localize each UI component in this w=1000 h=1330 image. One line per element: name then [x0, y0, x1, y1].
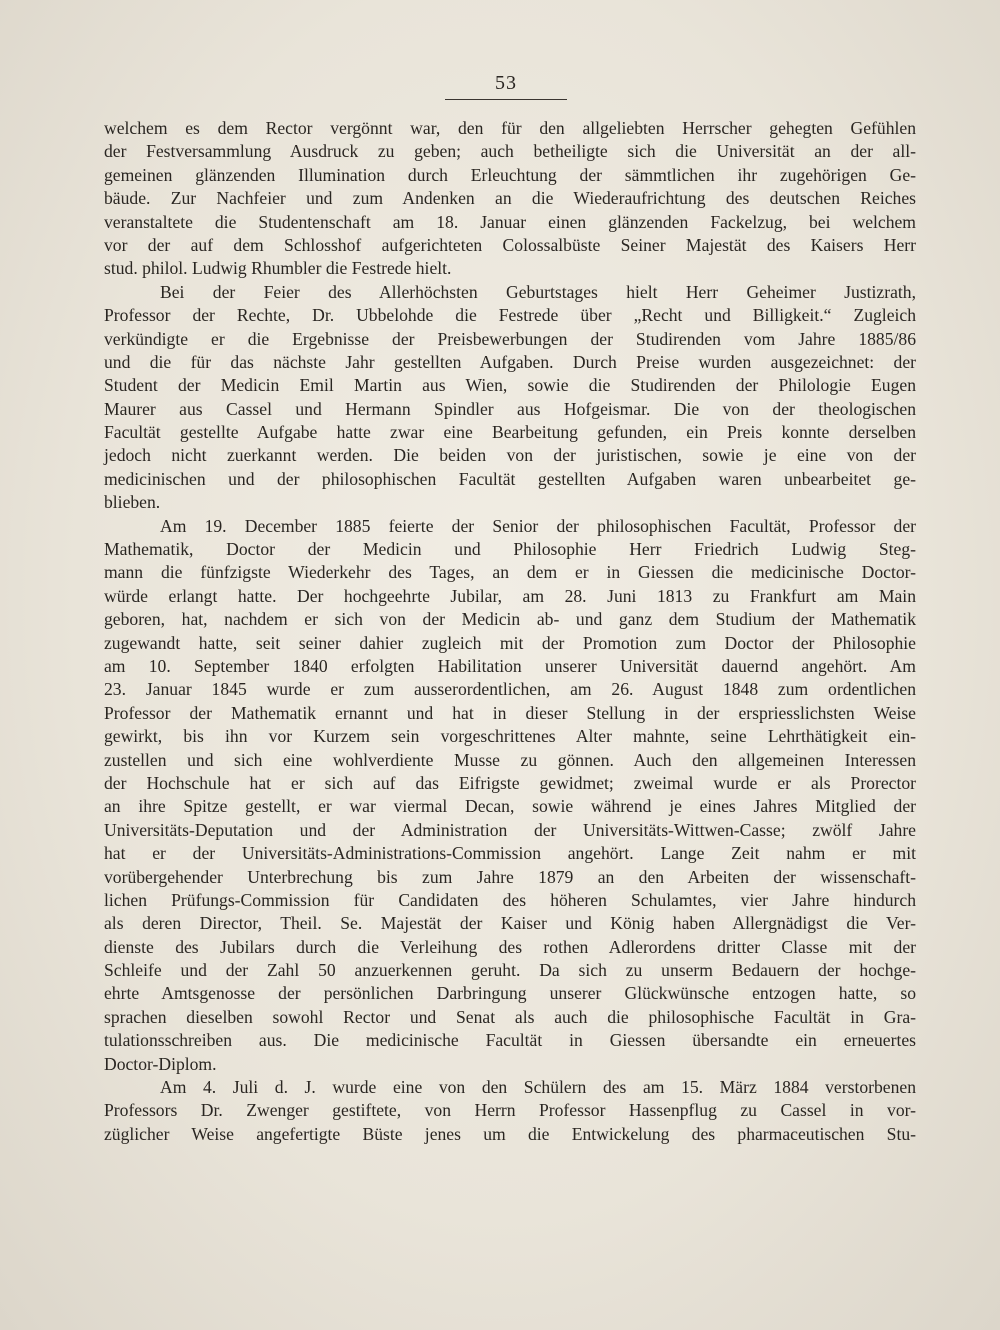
- text-line: Professors Dr. Zwenger gestiftete, von Herrn Professor Hassenpflug zu Cassel in vor-: [104, 1100, 916, 1121]
- text-line: am 10. September 1840 erfolgten Habilitation unserer Universität dauernd angehört. Am: [104, 655, 916, 676]
- text-line: vorübergehender Unterbrechung bis zum Jahre 1879 an den Arbeiten der wissenschaft-: [104, 866, 916, 887]
- text-line: gewirkt, bis ihn vor Kurzem sein vorgeschrittenes Alter mahnte, seine Lehrthätigkeit ein-: [104, 726, 916, 747]
- text-line: Universitäts-Deputation und der Administration der Universitäts-Wittwen-Casse; zwölf Jahre: [104, 819, 916, 840]
- text-line: sprachen dieselben sowohl Rector und Senat als auch die philosophische Facultät in Gra-: [104, 1006, 916, 1027]
- text-line: Am 19. December 1885 feierte der Senior der philosophischen Facultät, Professor der: [160, 515, 916, 536]
- text-line: 23. Januar 1845 wurde er zum ausserordentlichen, am 26. August 1848 zum ordentlichen: [104, 679, 916, 700]
- text-line: an ihre Spitze gestellt, er war viermal Decan, sowie während je eines Jahres Mitglied der: [104, 796, 916, 817]
- text-line: Mathematik, Doctor der Medicin und Philosophie Herr Friedrich Ludwig Steg-: [104, 539, 916, 560]
- text-line: dienste des Jubilars durch die Verleihung des rothen Adlerordens dritter Classe mit der: [104, 936, 916, 957]
- text-line: Bei der Feier des Allerhöchsten Geburtstages hielt Herr Geheimer Justizrath,: [160, 281, 916, 302]
- text-line: würde erlangt hatte. Der hochgeehrte Jubilar, am 28. Juni 1813 zu Frankfurt am Main: [104, 585, 916, 606]
- text-line: tulationsschreiben aus. Die medicinische Facultät in Giessen übersandte ein erneuertes: [104, 1030, 916, 1051]
- text-line: welchem es dem Rector vergönnt war, den für den allgeliebten Herrscher gehegten Gefühlen: [104, 118, 916, 138]
- header-rule: [445, 99, 567, 100]
- text-line: Schleife und der Zahl 50 anzuerkennen geruht. Da sich zu unserm Bedauern der hochge-: [104, 960, 916, 981]
- text-line: bäude. Zur Nachfeier und zum Andenken an die Wiederaufrichtung des deutschen Reiches: [104, 188, 916, 209]
- text-line: züglicher Weise angefertigte Büste jenes um die Entwickelung des pharmaceutischen Stu-: [104, 1123, 916, 1144]
- text-line: medicinischen und der philosophischen Facultät gestellten Aufgaben waren unbearbeitet ge-: [104, 468, 916, 489]
- text-line: mann die fünfzigste Wiederkehr des Tages, an dem er in Giessen die medicinische Doctor-: [104, 562, 916, 583]
- text-line: lichen Prüfungs-Commission für Candidaten des höheren Schulamtes, vier Jahre hindurch: [104, 889, 916, 910]
- text-line: als deren Director, Theil. Se. Majestät der Kaiser und König haben Allergnädigst die Ver-: [104, 913, 916, 934]
- text-line: und die für das nächste Jahr gestellten Aufgaben. Durch Preise wurden ausgezeichnet: der: [104, 351, 916, 372]
- text-line: Facultät gestellte Aufgabe hatte zwar eine Bearbeitung gefunden, ein Preis konnte derselben: [104, 422, 916, 443]
- text-line: Maurer aus Cassel und Hermann Spindler aus Hofgeismar. Die von der theologischen: [104, 398, 916, 419]
- text-line: zugewandt hatte, seit seiner dahier zugleich mit der Promotion zum Doctor der Philosophie: [104, 632, 916, 653]
- text-line: zustellen und sich eine wohlverdiente Musse zu gönnen. Auch den allgemeinen Interessen: [104, 749, 916, 770]
- page-number: 53: [495, 72, 517, 94]
- text-line: veranstaltete die Studentenschaft am 18. Januar einen glänzenden Fackelzug, bei welchem: [104, 211, 916, 232]
- text-line: vor der auf dem Schlosshof aufgerichteten Colossalbüste Seiner Majestät des Kaisers Herr: [104, 234, 916, 255]
- text-line: Professor der Mathematik ernannt und hat in dieser Stellung in der erspriesslichsten Weise: [104, 702, 916, 723]
- text-line: verkündigte er die Ergebnisse der Preisbewerbungen der Studirenden vom Jahre 1885/86: [104, 328, 916, 349]
- text-line: geboren, hat, nachdem er sich von der Medicin ab- und ganz dem Studium der Mathematik: [104, 609, 916, 630]
- text-line: der Hochschule hat er sich auf das Eifrigste gewidmet; zweimal wurde er als Prorector: [104, 772, 916, 793]
- text-line: Am 4. Juli d. J. wurde eine von den Schülern des am 15. März 1884 verstorbenen: [160, 1077, 916, 1098]
- body-text: [104, 117, 916, 1146]
- text-line: stud. philol. Ludwig Rhumbler die Festrede hielt.: [104, 258, 452, 279]
- text-line: Doctor-Diplom.: [104, 1053, 217, 1074]
- text-line: Professor der Rechte, Dr. Ubbelohde die Festrede über „Recht und Billigkeit.“ Zugleich: [104, 305, 916, 326]
- text-line: jedoch nicht zuerkannt werden. Die beiden von der juristischen, sowie je eine von der: [104, 445, 916, 466]
- text-line: ehrte Amtsgenosse der persönlichen Darbringung unserer Glückwünsche entzogen hatte, so: [104, 983, 916, 1004]
- text-line: blieben.: [104, 492, 161, 513]
- text-line: hat er der Universitäts-Administrations-Commission angehört. Lange Zeit nahm er mit: [104, 843, 916, 864]
- text-line: Student der Medicin Emil Martin aus Wien, sowie die Studirenden der Philologie Eugen: [104, 375, 916, 396]
- text-line: der Festversammlung Ausdruck zu geben; auch betheiligte sich die Universität an der all-: [104, 141, 916, 162]
- text-line: gemeinen glänzenden Illumination durch Erleuchtung der sämmtlichen ihr zugehörigen Ge-: [104, 164, 916, 185]
